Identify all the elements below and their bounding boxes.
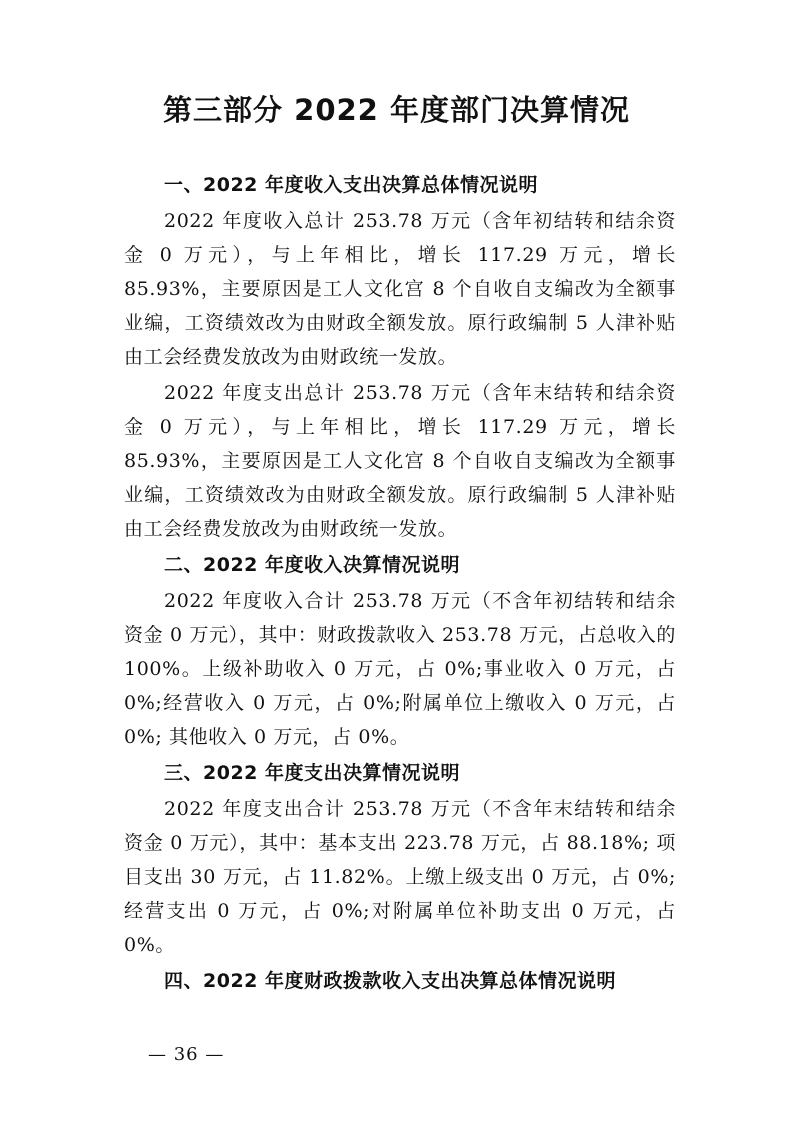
section-3-paragraph-1: 2022 年度支出合计 253.78 万元（不含年末结转和结余资金 0 万元），其中：基本支出 223.78 万元，占 88.18%; 项目支出 30 万元，占 11.82%。上缴上级支出 0 万元，占 0%; 经营支出 0 万元，占 0%;对附属单位补助支出 0 万元，占 0%。: [124, 798, 676, 956]
section-heading-1: 一、2022 年度收入支出决算总体情况说明: [164, 174, 538, 196]
section-1-paragraph-1: 2022 年度收入总计 253.78 万元（含年初结转和结余资金 0 万元），与上年相比，增长 117.29 万元，增长 85.93%，主要原因是工人文化宫 8 个自收自支编改为全额事业编，工资绩效改为由财政全额发放。原行政编制 5 人津补贴由工会经费发放改为由财政统一发放。: [124, 210, 676, 368]
section-heading-3: 三、2022 年度支出决算情况说明: [164, 762, 460, 784]
section-heading-4: 四、2022 年度财政拨款收入支出决算总体情况说明: [164, 970, 616, 992]
document-body: [124, 168, 676, 998]
section-2-paragraph-1: 2022 年度收入合计 253.78 万元（不含年初结转和结余资金 0 万元），其中：财政拨款收入 253.78 万元，占总收入的 100%。上级补助收入 0 万元，占 0%;事业收入 0 万元，占 0%;经营收入 0 万元，占 0%;附属单位上缴收入 0 万元，占 0%; 其他收入 0 万元，占 0%。: [124, 590, 676, 748]
section-1-paragraph-2: 2022 年度支出总计 253.78 万元（含年末结转和结余资金 0 万元），与上年相比，增长 117.29 万元，增长 85.93%，主要原因是工人文化宫 8 个自收自支编改为全额事业编，工资绩效改为由财政全额发放。原行政编制 5 人津补贴由工会经费发放改为由财政统一发放。: [124, 382, 676, 540]
page-title: 第三部分 2022 年度部门决算情况: [163, 93, 630, 127]
section-heading-2: 二、2022 年度收入决算情况说明: [164, 554, 460, 576]
page-number: — 36 —: [148, 1044, 225, 1065]
